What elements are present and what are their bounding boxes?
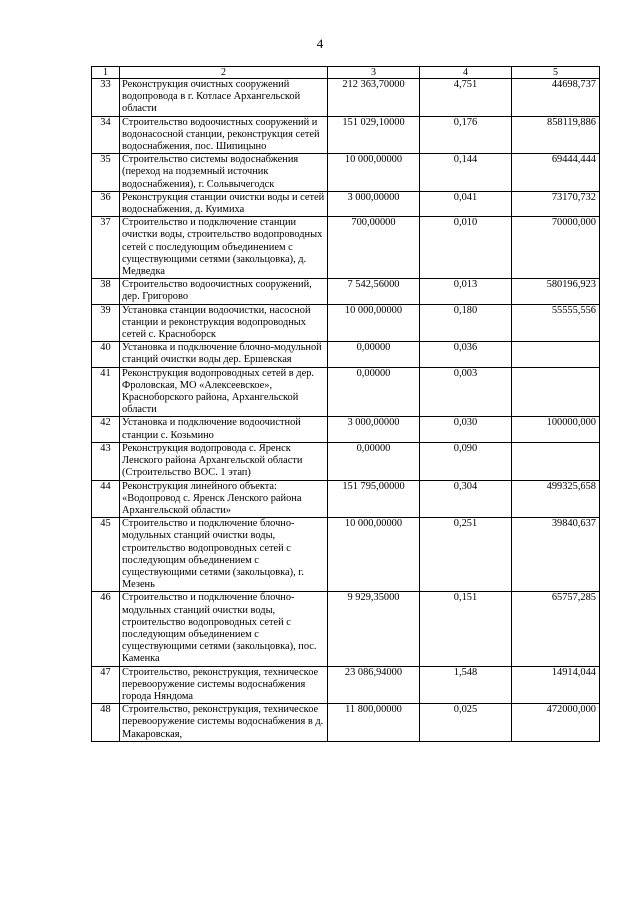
table-row — [92, 79, 600, 117]
row-number-cell: 36 — [92, 191, 120, 216]
row-number-cell: 44 — [92, 480, 120, 518]
header-cell-5: 5 — [512, 67, 600, 79]
unit-cost-cell: 580196,923 — [512, 279, 600, 304]
amount-cell: 0,00000 — [328, 342, 420, 367]
unit-cost-cell: 39840,637 — [512, 518, 600, 592]
header-cell-2: 2 — [120, 67, 328, 79]
amount-cell: 11 800,00000 — [328, 704, 420, 742]
share-cell: 0,025 — [420, 704, 512, 742]
unit-cost-cell: 55555,556 — [512, 304, 600, 342]
amount-cell: 23 086,94000 — [328, 666, 420, 704]
unit-cost-cell: 70000,000 — [512, 217, 600, 279]
header-cell-1: 1 — [92, 67, 120, 79]
amount-cell: 151 795,00000 — [328, 480, 420, 518]
amount-cell: 10 000,00000 — [328, 304, 420, 342]
unit-cost-cell: 472000,000 — [512, 704, 600, 742]
unit-cost-cell: 14914,044 — [512, 666, 600, 704]
table-row — [92, 154, 600, 192]
row-number-cell: 40 — [92, 342, 120, 367]
share-cell: 0,176 — [420, 116, 512, 154]
amount-cell: 212 363,70000 — [328, 79, 420, 117]
object-name-cell: Установка и подключение блочно-модульной станций очистки воды дер. Ершевская — [120, 342, 328, 367]
unit-cost-cell: 44698,737 — [512, 79, 600, 117]
unit-cost-cell: 858119,886 — [512, 116, 600, 154]
row-number-cell: 47 — [92, 666, 120, 704]
share-cell: 0,036 — [420, 342, 512, 367]
row-number-cell: 48 — [92, 704, 120, 742]
object-name-cell: Реконструкция водопровода с. Яренск Ленского района Архангельской области (Строительство ВОС. 1 этап) — [120, 442, 328, 480]
object-name-cell: Установка станции водоочистки, насосной станции и реконструкция водопроводных сетей с. Красноборск — [120, 304, 328, 342]
table-row — [92, 304, 600, 342]
share-cell: 0,041 — [420, 191, 512, 216]
object-name-cell: Строительство, реконструкция, техническое перевооружение системы водоснабжения города Няндома — [120, 666, 328, 704]
table-row — [92, 592, 600, 666]
object-name-cell: Строительство и подключение станции очистки воды, строительство водопроводных сетей с последующим объединением с существующими сетями (закольцовка), д. Медведка — [120, 217, 328, 279]
object-name-cell: Строительство, реконструкция, техническое перевооружение системы водоснабжения в д. Макаровская, — [120, 704, 328, 742]
table-row — [92, 480, 600, 518]
share-cell: 0,090 — [420, 442, 512, 480]
object-name-cell: Реконструкция водопроводных сетей в дер. Фроловская, МО «Алексеевское», Красноборского района, Архангельской области — [120, 367, 328, 417]
table-row — [92, 217, 600, 279]
row-number-cell: 38 — [92, 279, 120, 304]
row-number-cell: 34 — [92, 116, 120, 154]
table-row — [92, 417, 600, 442]
amount-cell: 0,00000 — [328, 367, 420, 417]
share-cell: 0,013 — [420, 279, 512, 304]
object-name-cell: Строительство водоочистных сооружений и водонасосной станции, реконструкция сетей водоснабжения, пос. Шипицыно — [120, 116, 328, 154]
table-row — [92, 342, 600, 367]
unit-cost-cell: 499325,658 — [512, 480, 600, 518]
unit-cost-cell: 100000,000 — [512, 417, 600, 442]
row-number-cell: 37 — [92, 217, 120, 279]
table-row — [92, 116, 600, 154]
row-number-cell: 45 — [92, 518, 120, 592]
share-cell: 0,251 — [420, 518, 512, 592]
object-name-cell: Реконструкция станции очистки воды и сетей водоснабжения, д. Куимиха — [120, 191, 328, 216]
table-row — [92, 704, 600, 742]
unit-cost-cell: 65757,285 — [512, 592, 600, 666]
share-cell: 0,003 — [420, 367, 512, 417]
share-cell: 4,751 — [420, 79, 512, 117]
header-cell-4: 4 — [420, 67, 512, 79]
row-number-cell: 42 — [92, 417, 120, 442]
amount-cell: 3 000,00000 — [328, 417, 420, 442]
share-cell: 0,180 — [420, 304, 512, 342]
amount-cell: 9 929,35000 — [328, 592, 420, 666]
table-header-row — [92, 67, 600, 79]
share-cell: 0,151 — [420, 592, 512, 666]
data-table — [91, 66, 600, 742]
object-name-cell: Строительство и подключение блочно-модульных станций очистки воды, строительство водопроводных сетей с последующим объединением с существующими сетями (закольцовка), пос. Каменка — [120, 592, 328, 666]
header-cell-3: 3 — [328, 67, 420, 79]
unit-cost-cell — [512, 442, 600, 480]
share-cell: 0,010 — [420, 217, 512, 279]
share-cell: 0,030 — [420, 417, 512, 442]
amount-cell: 0,00000 — [328, 442, 420, 480]
row-number-cell: 35 — [92, 154, 120, 192]
amount-cell: 10 000,00000 — [328, 518, 420, 592]
object-name-cell: Установка и подключение водоочистной станции с. Козьмино — [120, 417, 328, 442]
amount-cell: 7 542,56000 — [328, 279, 420, 304]
object-name-cell: Строительство системы водоснабжения (переход на подземный источник водоснабжения), г. Сольвычегодск — [120, 154, 328, 192]
table-row — [92, 518, 600, 592]
row-number-cell: 39 — [92, 304, 120, 342]
table-row — [92, 442, 600, 480]
row-number-cell: 41 — [92, 367, 120, 417]
row-number-cell: 33 — [92, 79, 120, 117]
amount-cell: 700,00000 — [328, 217, 420, 279]
object-name-cell: Строительство водоочистных сооружений, дер. Григорово — [120, 279, 328, 304]
table-row — [92, 666, 600, 704]
share-cell: 0,304 — [420, 480, 512, 518]
amount-cell: 151 029,10000 — [328, 116, 420, 154]
amount-cell: 10 000,00000 — [328, 154, 420, 192]
unit-cost-cell — [512, 367, 600, 417]
share-cell: 0,144 — [420, 154, 512, 192]
table-row — [92, 279, 600, 304]
table-row — [92, 191, 600, 216]
share-cell: 1,548 — [420, 666, 512, 704]
row-number-cell: 46 — [92, 592, 120, 666]
page-number: 4 — [316, 36, 324, 51]
table-row — [92, 367, 600, 417]
unit-cost-cell — [512, 342, 600, 367]
object-name-cell: Строительство и подключение блочно-модульных станций очистки воды, строительство водопроводных сетей с последующим объединением с существующими сетями (закольцовка), г. Мезень — [120, 518, 328, 592]
unit-cost-cell: 69444,444 — [512, 154, 600, 192]
object-name-cell: Реконструкция линейного объекта: «Водопровод с. Яренск Ленского района Архангельской области» — [120, 480, 328, 518]
object-name-cell: Реконструкция очистных сооружений водопровода в г. Котласе Архангельской области — [120, 79, 328, 117]
unit-cost-cell: 73170,732 — [512, 191, 600, 216]
amount-cell: 3 000,00000 — [328, 191, 420, 216]
row-number-cell: 43 — [92, 442, 120, 480]
